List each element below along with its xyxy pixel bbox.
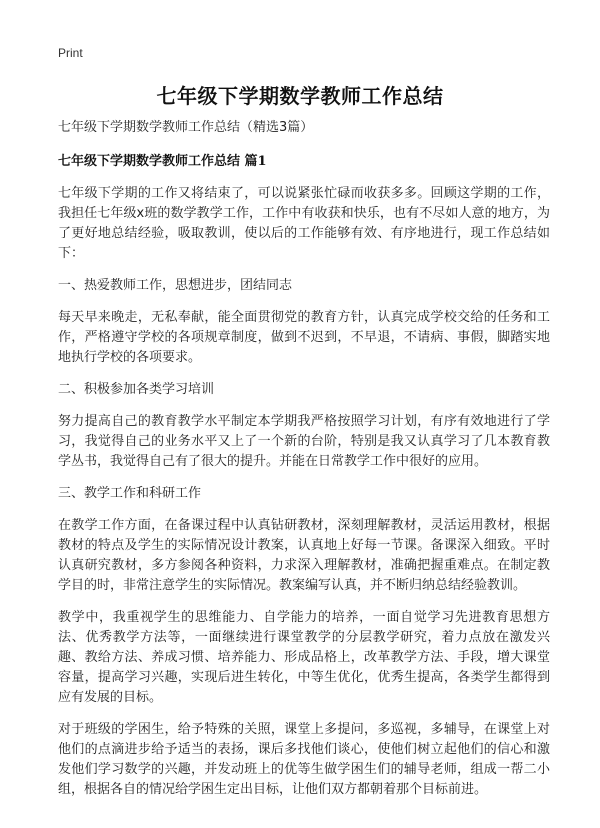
document-body (58, 118, 550, 812)
section-heading-3: 三、教学工作和科研工作 (58, 486, 202, 501)
intro-paragraph: 七年级下学期的工作又将结束了，可以说紧张忙碌而收获多多。回顾这学期的工作，我担任七年级x班的数学教学工作，工作中有收获和快乐，也有不尽如人意的地方，为了更好地总结经验，吸取教训，使以后的工作能够有效、有序地进行，现工作总结如下： (58, 186, 550, 261)
section-1-paragraph-1: 每天早来晚走，无私奉献，能全面贯彻党的教育方针，认真完成学校交给的任务和工作，严格遵守学校的各项规章制度，做到不迟到，不早退，不请病、事假，脚踏实地地执行学校的各项要求。 (58, 310, 550, 365)
section-3-paragraph-2: 教学中，我重视学生的思维能力、自学能力的培养，一面自觉学习先进教育思想方法、优秀教学方法等，一面继续进行课堂教学的分层教学研究，着力点放在激发兴趣、教给方法、养成习惯、培养能力、形成品格上，改革教学方法、手段，增大课堂容量，提高学习兴趣，实现后进生转化，中等生优化，优秀生提高，各类学生都得到应有发展的目标。 (58, 610, 550, 705)
document-subtitle: 七年级下学期数学教师工作总结（精选3篇） (58, 120, 314, 135)
document-title: 七年级下学期数学教师工作总结 (156, 84, 444, 108)
section-heading-2: 二、积极参加各类学习培训 (58, 382, 215, 397)
part-title: 七年级下学期数学教师工作总结 篇1 (58, 154, 267, 169)
section-3-paragraph-1: 在教学工作方面，在备课过程中认真钻研教材，深刻理解教材，灵活运用教材，根据教材的特点及学生的实际情况设计教案，认真地上好每一节课。备课深入细致。平时认真研究教材，多方参阅各种资料，力求深入理解教材，准确把握重难点。在制定教学目的时，非常注意学生的实际情况。教案编写认真，并不断归纳总结经验教训。 (58, 518, 550, 593)
section-2-paragraph-1: 努力提高自己的教育教学水平制定本学期我严格按照学习计划，有序有效地进行了学习，我觉得自己的业务水平又上了一个新的台阶，特别是我又认真学习了几本教育教学丛书，我觉得自己有了很大的提升。并能在日常教学工作中很好的应用。 (58, 414, 550, 469)
section-3-paragraph-3: 对于班级的学困生，给予特殊的关照，课堂上多提问，多巡视，多辅导，在课堂上对他们的点滴进步给予适当的表扬，课后多找他们谈心，使他们树立起他们的信心和激发他们学习数学的兴趣，并发动班上的优等生做学困生们的辅导老师，组成一帮二小组，根据各自的情况给学困生定出目标，让他们双方都朝着那个目标前进。 (58, 722, 550, 797)
section-heading-1: 一、热爱教师工作，思想进步，团结同志 (58, 278, 293, 293)
print-link[interactable]: Print (58, 46, 83, 60)
